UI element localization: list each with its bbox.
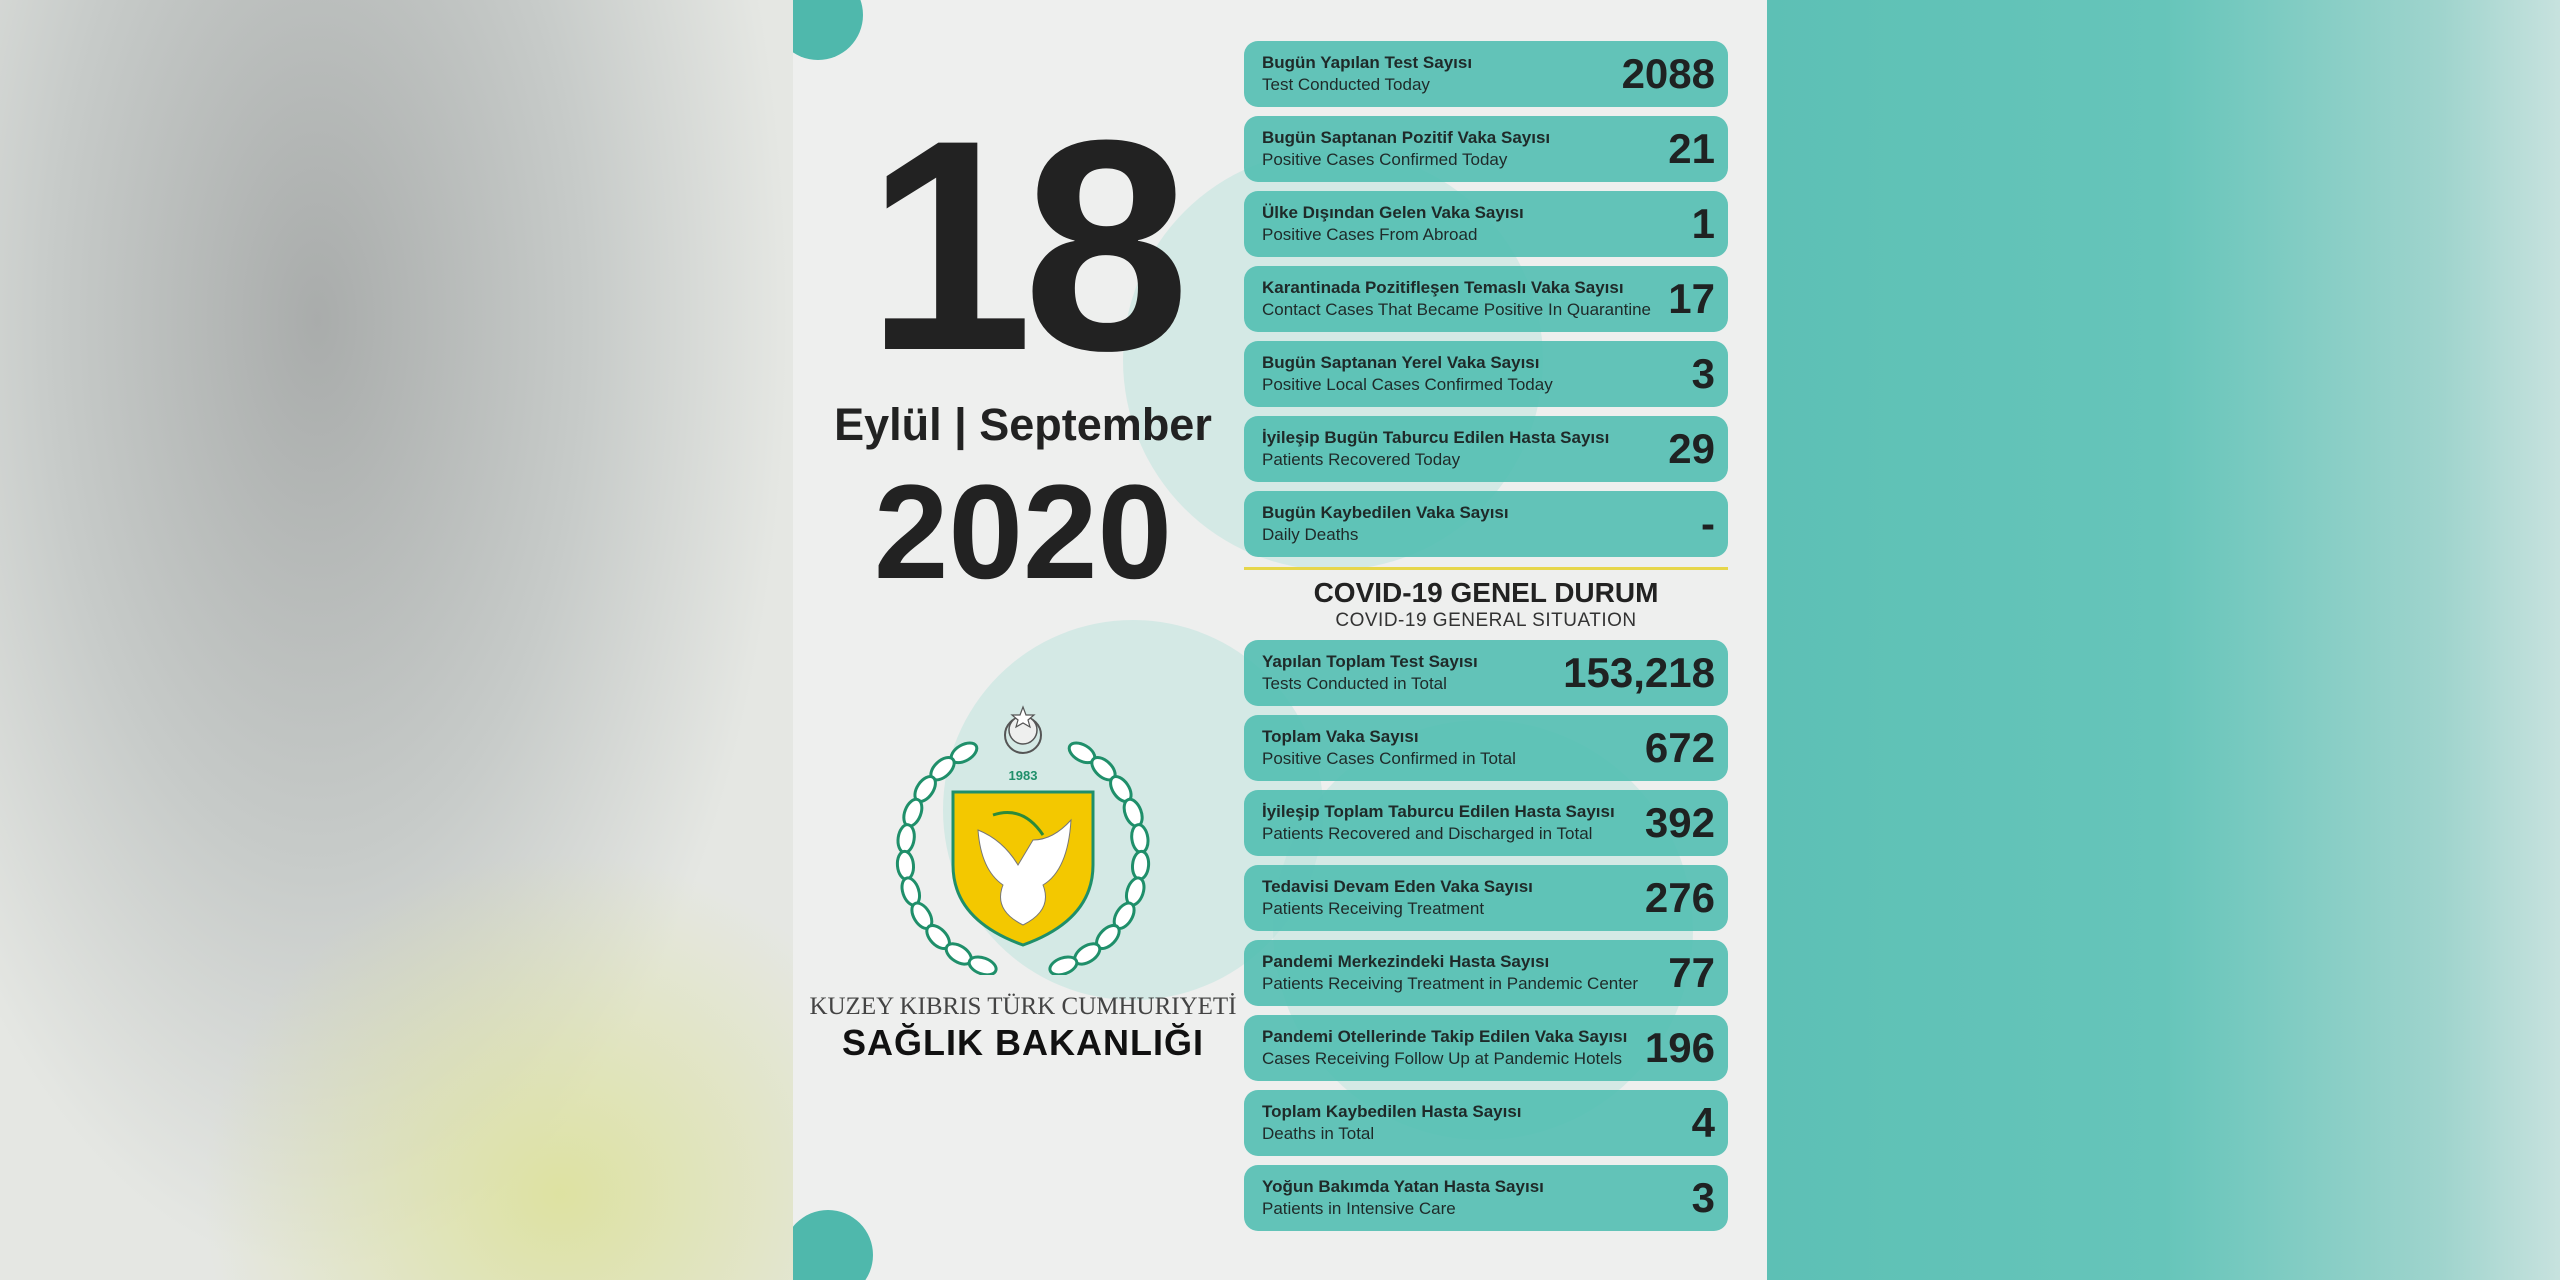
- virus-corner-icon: [793, 0, 863, 60]
- stat-title: Yoğun Bakımda Yatan Hasta Sayısı: [1262, 1177, 1544, 1196]
- stat-title: Pandemi Otellerinde Takip Edilen Vaka Sayısı: [1262, 1027, 1628, 1046]
- background-right: [1767, 0, 2560, 1280]
- stats-column: [1244, 41, 1728, 1231]
- stat-value: 153,218: [1563, 649, 1715, 696]
- stat-value: 276: [1644, 874, 1715, 921]
- infographic-panel: [793, 0, 1767, 1280]
- date-year: 2020: [873, 458, 1173, 607]
- stat-card: [1244, 1165, 1728, 1231]
- emblem-year: 1983: [1008, 768, 1038, 783]
- stat-value: 3: [1691, 350, 1715, 397]
- stat-title: Ülke Dışından Gelen Vaka Sayısı: [1262, 203, 1524, 222]
- stat-value: 29: [1668, 425, 1715, 472]
- stat-card: [1244, 790, 1728, 856]
- stat-title: İyileşip Toplam Taburcu Edilen Hasta Sayısı: [1262, 802, 1615, 821]
- stat-subtitle: Patients Recovered Today: [1262, 450, 1461, 469]
- stat-value: 17: [1668, 275, 1715, 322]
- stat-title: Toplam Kaybedilen Hasta Sayısı: [1262, 1102, 1522, 1121]
- stat-card: [1244, 266, 1728, 332]
- stat-title: Yapılan Toplam Test Sayısı: [1262, 652, 1478, 671]
- daily-stats-list: [1244, 41, 1728, 557]
- stat-card: [1244, 491, 1728, 557]
- stat-subtitle: Cases Receiving Follow Up at Pandemic Hotels: [1262, 1049, 1622, 1068]
- stat-card: [1244, 1090, 1728, 1156]
- stat-text: [1262, 202, 1682, 246]
- stat-card: [1244, 1015, 1728, 1081]
- stat-text: [1262, 1101, 1682, 1145]
- date-month: Eylül | September: [834, 399, 1212, 450]
- ministry-country: KUZEY KIBRIS TÜRK CUMHURIYETİ: [809, 993, 1237, 1020]
- stat-card: [1244, 940, 1728, 1006]
- stat-title: İyileşip Bugün Taburcu Edilen Hasta Sayısı: [1262, 428, 1610, 447]
- stat-title: Bugün Kaybedilen Vaka Sayısı: [1262, 503, 1509, 522]
- stat-card: [1244, 116, 1728, 182]
- crescent-star-icon: [1005, 707, 1041, 753]
- general-subheading: COVID-19 GENERAL SITUATION: [1335, 610, 1637, 631]
- section-divider: [1244, 567, 1728, 570]
- stat-subtitle: Positive Cases Confirmed Today: [1262, 150, 1508, 169]
- stat-text: [1262, 1026, 1635, 1070]
- stat-title: Pandemi Merkezindeki Hasta Sayısı: [1262, 952, 1550, 971]
- stat-card: [1244, 191, 1728, 257]
- stat-value: 392: [1644, 799, 1715, 846]
- stat-value: 3: [1691, 1174, 1715, 1221]
- stat-text: [1262, 52, 1612, 96]
- stat-title: Bugün Saptanan Pozitif Vaka Sayısı: [1262, 128, 1551, 147]
- general-stats-list: [1244, 640, 1728, 1231]
- stat-subtitle: Positive Cases Confirmed in Total: [1262, 749, 1516, 768]
- stat-title: Tedavisi Devam Eden Vaka Sayısı: [1262, 877, 1533, 896]
- stat-card: [1244, 341, 1728, 407]
- stat-subtitle: Patients Receiving Treatment: [1262, 899, 1485, 918]
- stat-value: 1: [1691, 200, 1715, 247]
- stat-card: [1244, 640, 1728, 706]
- stat-text: [1262, 352, 1682, 396]
- stat-value: 196: [1644, 1024, 1715, 1071]
- stat-value: 21: [1668, 125, 1715, 172]
- stat-subtitle: Contact Cases That Became Positive In Quarantine: [1262, 300, 1651, 319]
- stat-value: 672: [1644, 724, 1715, 771]
- stat-subtitle: Deaths in Total: [1262, 1124, 1375, 1143]
- stat-text: [1262, 651, 1553, 695]
- stat-value: 77: [1668, 949, 1715, 996]
- ministry-name: SAĞLIK BAKANLIĞI: [842, 1022, 1204, 1063]
- background-left: [0, 0, 793, 1280]
- stat-text: [1262, 277, 1658, 321]
- general-heading: COVID-19 GENEL DURUM: [1313, 577, 1659, 608]
- stat-title: Karantinada Pozitifleşen Temaslı Vaka Sayısı: [1262, 278, 1624, 297]
- stat-subtitle: Positive Cases From Abroad: [1262, 225, 1478, 244]
- stat-text: [1262, 801, 1635, 845]
- ministry-emblem-logo: [893, 695, 1153, 975]
- stat-card: [1244, 41, 1728, 107]
- stat-title: Bugün Saptanan Yerel Vaka Sayısı: [1262, 353, 1540, 372]
- stat-text: [1262, 427, 1658, 471]
- stat-title: Bugün Yapılan Test Sayısı: [1262, 53, 1473, 72]
- stat-text: [1262, 127, 1658, 171]
- stat-value: -: [1701, 500, 1715, 547]
- stat-text: [1262, 876, 1635, 920]
- stat-text: [1262, 726, 1635, 770]
- stat-card: [1244, 715, 1728, 781]
- stat-subtitle: Patients Recovered and Discharged in Total: [1262, 824, 1593, 843]
- stat-text: [1262, 1176, 1682, 1220]
- stat-value: 2088: [1621, 50, 1715, 97]
- stat-value: 4: [1691, 1099, 1715, 1146]
- date-day: 18: [866, 77, 1180, 413]
- stat-subtitle: Patients in Intensive Care: [1262, 1199, 1456, 1218]
- stat-subtitle: Test Conducted Today: [1262, 75, 1430, 94]
- stat-subtitle: Tests Conducted in Total: [1262, 674, 1447, 693]
- stat-card: [1244, 416, 1728, 482]
- stat-subtitle: Positive Local Cases Confirmed Today: [1262, 375, 1553, 394]
- stat-title: Toplam Vaka Sayısı: [1262, 727, 1419, 746]
- virus-corner-icon: [793, 1210, 873, 1280]
- stat-text: [1262, 502, 1691, 546]
- stat-subtitle: Patients Receiving Treatment in Pandemic Center: [1262, 974, 1639, 993]
- stat-card: [1244, 865, 1728, 931]
- stat-subtitle: Daily Deaths: [1262, 525, 1359, 544]
- stat-text: [1262, 951, 1658, 995]
